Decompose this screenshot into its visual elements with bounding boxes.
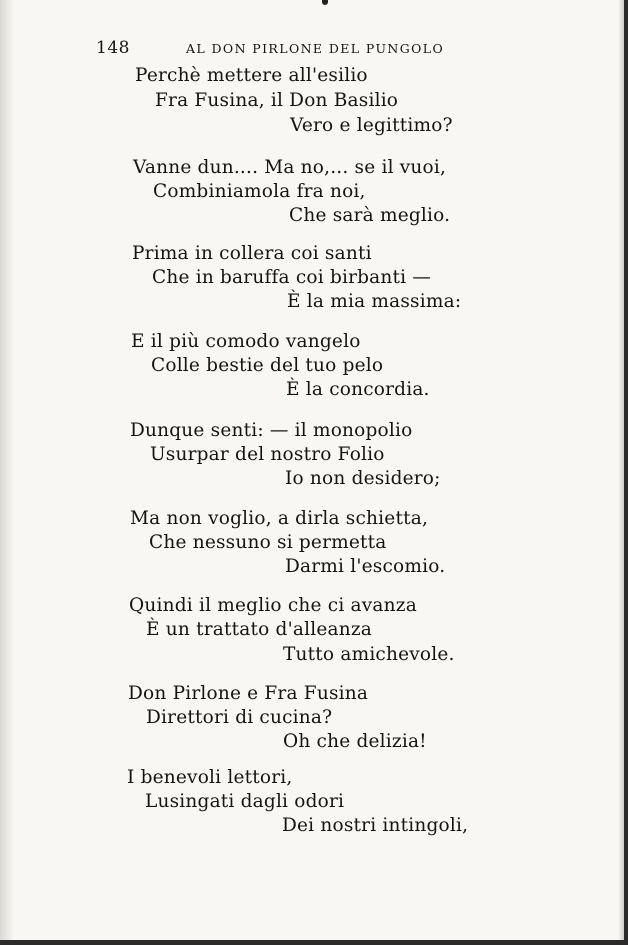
- poem-line: I benevoli lettori,: [127, 767, 293, 788]
- poem-line: È un trattato d'alleanza: [146, 619, 373, 640]
- poem-line: Ma non voglio, a dirla schietta,: [130, 508, 429, 529]
- poem-line: Dunque senti: — il monopolio: [130, 420, 413, 441]
- poem-line: Perchè mettere all'esilio: [135, 65, 368, 86]
- poem-line: Usurpar del nostro Folio: [150, 444, 385, 465]
- poem-line: Vanne dun.... Ma no,... se il vuoi,: [133, 157, 447, 178]
- poem-line: Io non desidero;: [285, 468, 441, 489]
- poem-line: Don Pirlone e Fra Fusina: [128, 683, 369, 704]
- poem-line: Direttori di cucina?: [146, 707, 333, 728]
- poem-line: Oh che delizia!: [283, 731, 427, 752]
- poem-line: Colle bestie del tuo pelo: [151, 355, 384, 376]
- poem-line: E il più comodo vangelo: [131, 331, 361, 352]
- poem-line: Che sarà meglio.: [289, 205, 451, 226]
- poem-line: Fra Fusina, il Don Basilio: [155, 90, 399, 111]
- poem-line: Combiniamola fra noi,: [153, 181, 366, 202]
- poem-line: Quindi il meglio che ci avanza: [129, 595, 417, 616]
- poem-line: Darmi l'escomio.: [285, 556, 446, 577]
- running-head: AL DON PIRLONE DEL PUNGOLO: [186, 41, 445, 56]
- poem-line: Vero e legittimo?: [290, 115, 453, 136]
- poem-line: Lusingati dagli odori: [145, 791, 345, 812]
- poem-line: Prima in collera coi santi: [132, 243, 372, 264]
- poem-line: Che in baruffa coi birbanti —: [152, 267, 432, 288]
- page-number: 148: [96, 38, 130, 58]
- poem-line: Dei nostri intingoli,: [282, 815, 469, 836]
- poem-line: È la concordia.: [286, 379, 430, 400]
- poem-line: È la mia massima:: [287, 291, 462, 312]
- poem-line: Tutto amichevole.: [283, 644, 455, 665]
- poem-line: Che nessuno si permetta: [149, 532, 387, 553]
